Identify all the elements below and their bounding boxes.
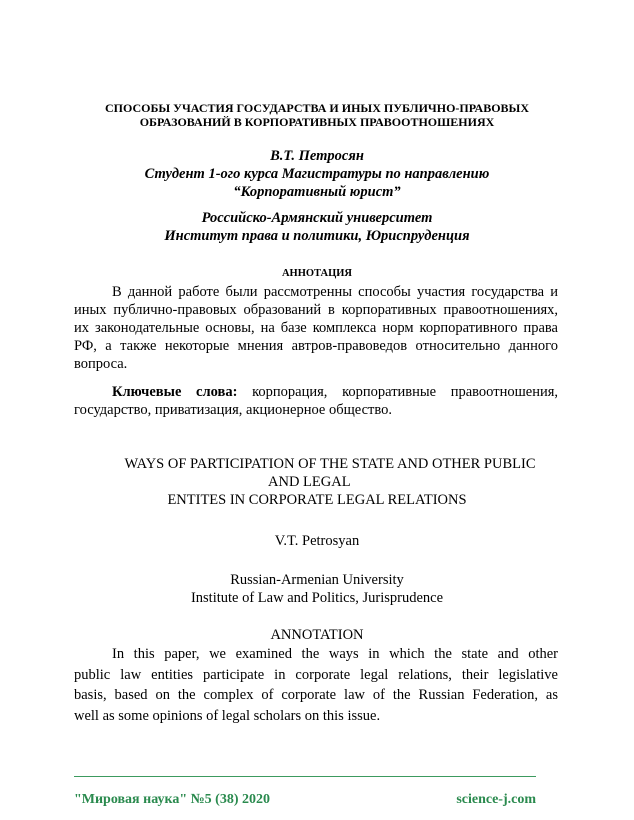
ru-title-line-1: СПОСОБЫ УЧАСТИЯ ГОСУДАРСТВА И ИНЫХ ПУБЛИЧНО-ПРАВОВЫХ bbox=[104, 101, 529, 115]
ru-annotation-line: РФ, а также некоторые мнения автров-правоведов относительно данного bbox=[74, 338, 558, 354]
ru-author-block bbox=[60, 147, 574, 201]
ru-title bbox=[60, 101, 574, 129]
ru-author-position-line-2: “Корпоративный юрист” bbox=[233, 184, 401, 200]
en-title-line-1: WAYS OF PARTICIPATION OF THE STATE AND OTHER PUBLIC bbox=[124, 456, 536, 472]
footer-divider bbox=[74, 776, 536, 777]
ru-author-position-line-1: Студент 1-ого курса Магистратуры по направлению bbox=[144, 166, 490, 182]
ru-author-name: В.Т. Петросян bbox=[270, 148, 364, 164]
en-annotation-line: public law entities participate in corporate legal relations, their legislative bbox=[74, 666, 558, 683]
ru-title-line-2: ОБРАЗОВАНИЙ В КОРПОРАТИВНЫХ ПРАВООТНОШЕНИЯХ bbox=[139, 115, 495, 129]
en-annotation-line: well as some opinions of legal scholars on this issue. bbox=[74, 707, 381, 724]
ru-annotation-line: В данной работе были рассмотренны способы участия государства и bbox=[112, 284, 558, 300]
ru-annotation-line: их законодательные основы, на базе комплекса норм корпоративного права bbox=[74, 320, 558, 336]
ru-annotation-heading: АННОТАЦИЯ bbox=[281, 268, 353, 279]
ru-keywords-label: Ключевые слова: bbox=[112, 384, 238, 400]
footer-journal: "Мировая наука" №5 (38) 2020 bbox=[74, 792, 270, 807]
en-title-line-2: AND LEGAL bbox=[268, 474, 351, 490]
ru-keywords-line-1 bbox=[74, 383, 558, 401]
en-annotation-line: In this paper, we examined the ways in which the state and other bbox=[112, 646, 558, 662]
ru-keywords-text: корпорация, корпоративные правоотношения, bbox=[237, 384, 559, 400]
en-annotation bbox=[74, 644, 558, 726]
footer-site: science-j.com bbox=[456, 792, 536, 807]
ru-keywords bbox=[74, 383, 558, 419]
ru-institute: Институт права и политики, Юриспруденция bbox=[164, 228, 470, 244]
en-affiliation bbox=[60, 571, 574, 607]
ru-annotation-line: иных публично-правовых образований в корпоративных правоотношениях, bbox=[74, 302, 558, 318]
en-author-name: V.T. Petrosyan bbox=[274, 533, 360, 549]
en-university: Russian-Armenian University bbox=[230, 572, 404, 588]
en-annotation-line: basis, based on the complex of corporate law of the Russian Federation, as bbox=[74, 687, 558, 703]
ru-university: Российско-Армянский университет bbox=[201, 210, 433, 226]
en-title bbox=[60, 455, 600, 473]
en-title-line-3: ENTITES IN CORPORATE LEGAL RELATIONS bbox=[167, 492, 467, 508]
ru-keywords-line-2: государство, приватизация, акционерное общество. bbox=[74, 402, 392, 418]
ru-affiliation bbox=[60, 209, 574, 245]
en-institute: Institute of Law and Politics, Jurisprudence bbox=[190, 590, 444, 606]
en-annotation-heading: ANNOTATION bbox=[270, 627, 364, 643]
ru-annotation-line: вопроса. bbox=[74, 356, 128, 372]
ru-annotation bbox=[74, 283, 558, 373]
